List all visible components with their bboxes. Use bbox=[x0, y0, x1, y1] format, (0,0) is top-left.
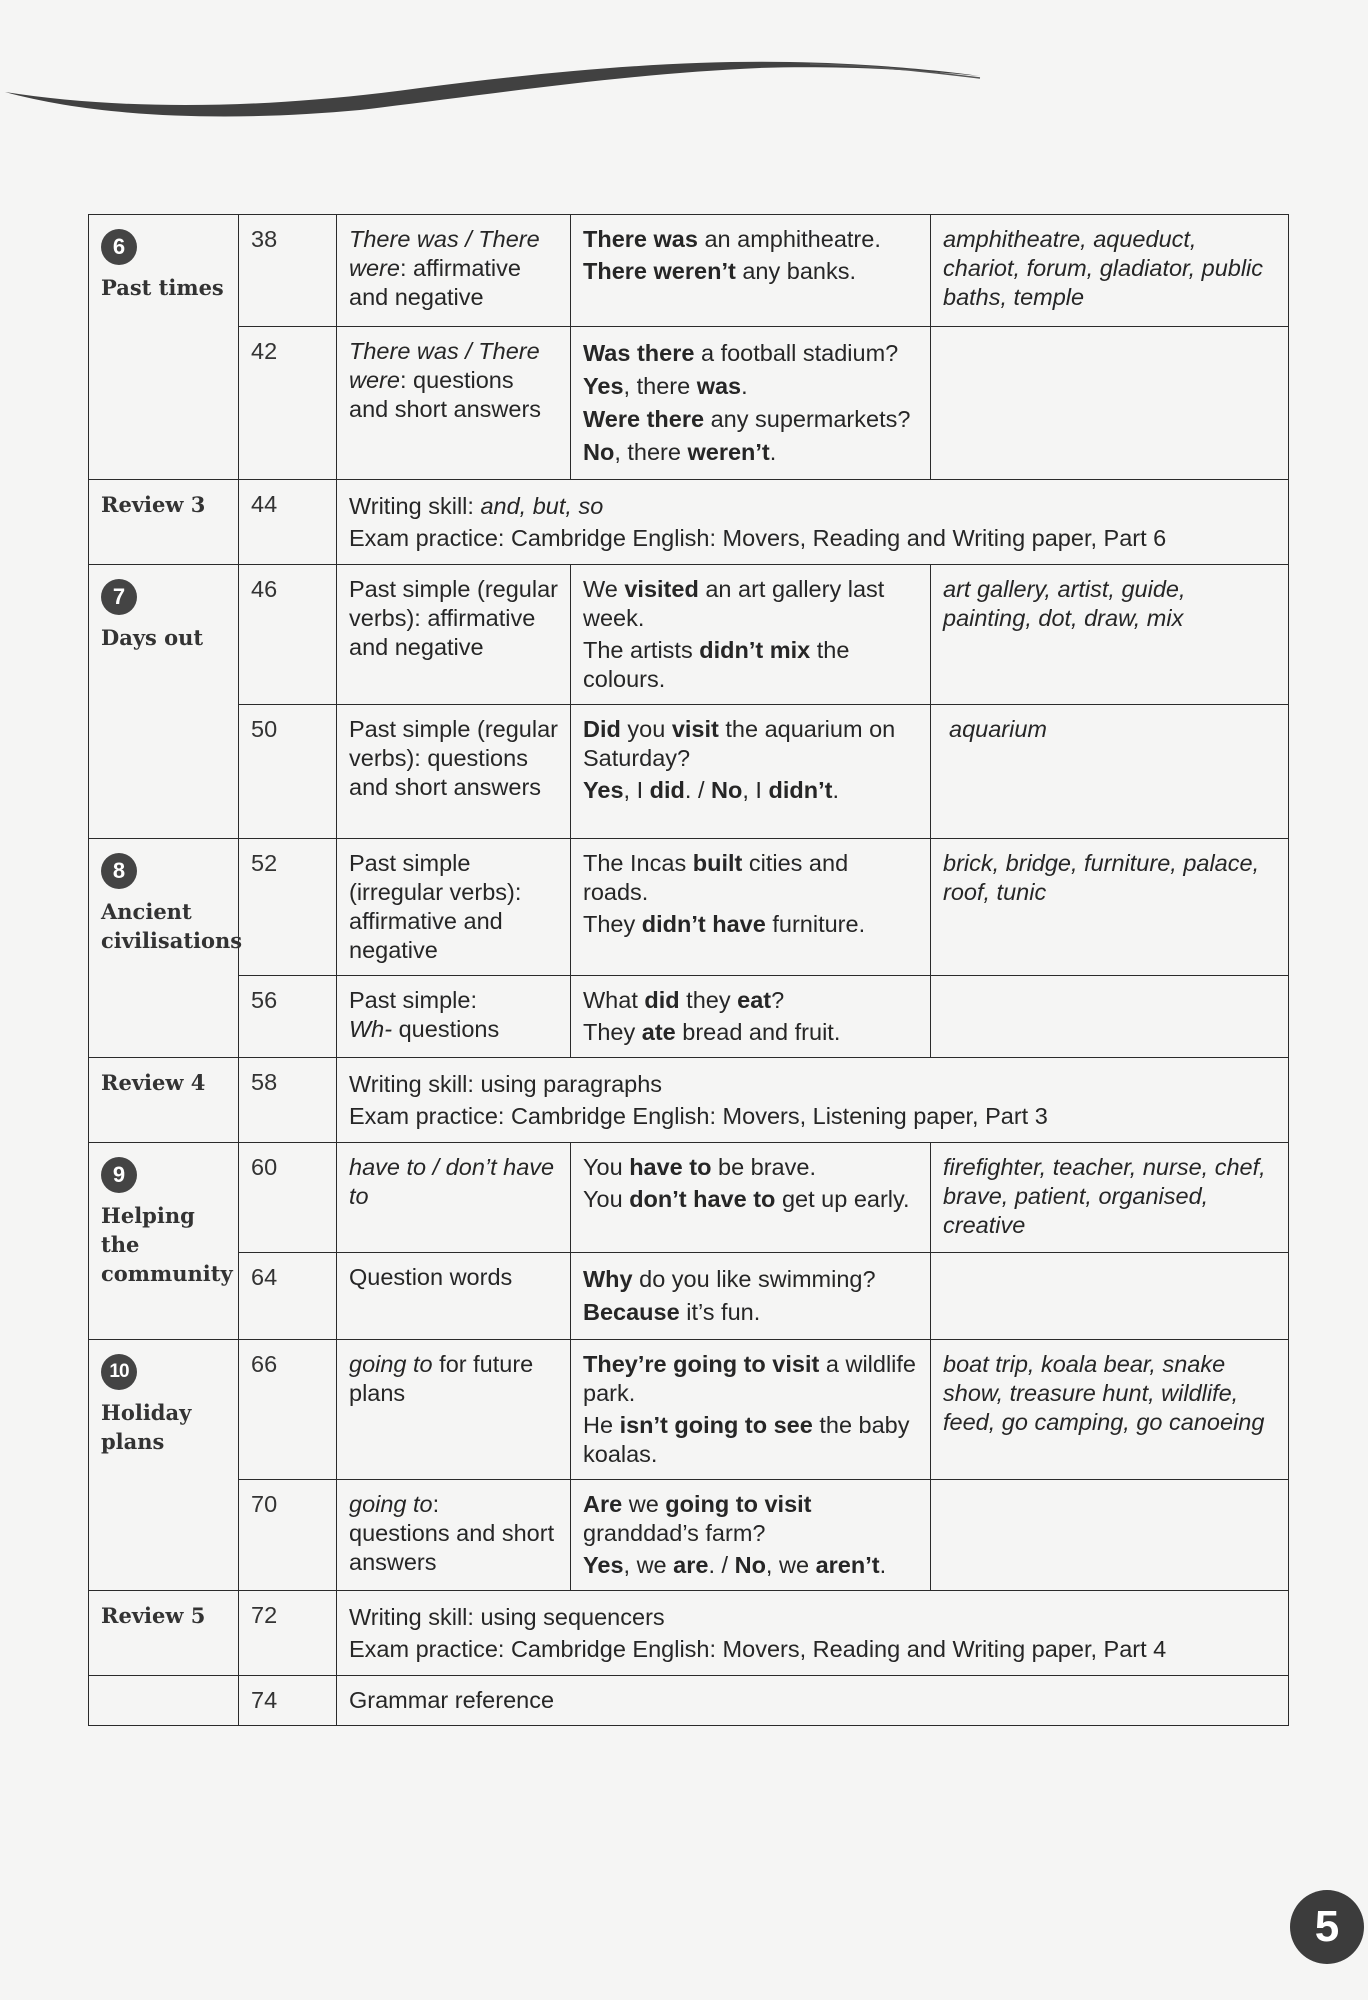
example-bold: Why bbox=[583, 1266, 633, 1292]
example-bold: No bbox=[583, 439, 615, 465]
example-bold: didn’t have bbox=[641, 911, 766, 937]
example-cell bbox=[571, 565, 931, 705]
writing-skill-text: and, but, so bbox=[480, 493, 604, 519]
grammar-text: There was / There bbox=[349, 338, 540, 364]
example-bold: visited bbox=[624, 576, 699, 602]
review-cell bbox=[337, 1591, 1289, 1676]
page-number: 70 bbox=[239, 1480, 337, 1591]
example-text: We bbox=[583, 576, 625, 602]
example-text: cities and roads. bbox=[583, 850, 849, 905]
table-row bbox=[89, 565, 1289, 705]
table-row bbox=[89, 1340, 1289, 1480]
grammar-cell: Past simple (irregular verbs): affirmative and negative bbox=[337, 839, 571, 976]
vocabulary-cell: amphitheatre, aqueduct, chariot, forum, gladiator, public baths, temple bbox=[931, 215, 1289, 327]
review-cell bbox=[337, 1058, 1289, 1143]
grammar-text: There was / There bbox=[349, 226, 540, 252]
table-row bbox=[89, 1058, 1289, 1143]
example-text: the baby koalas. bbox=[583, 1412, 910, 1467]
example-text: What bbox=[583, 987, 645, 1013]
example-text: . bbox=[741, 373, 748, 399]
example-text: . / bbox=[684, 777, 712, 803]
unit-title: Helping the community bbox=[101, 1203, 233, 1286]
grammar-cell: Past simple (regular verbs): questions and short answers bbox=[337, 705, 571, 839]
grammar-cell: have to / don’t have to bbox=[337, 1143, 571, 1253]
example-text: you bbox=[620, 716, 672, 742]
example-text: . bbox=[832, 777, 839, 803]
unit-6-cell bbox=[89, 215, 239, 480]
example-text: an amphitheatre. bbox=[697, 226, 881, 252]
example-text: , I bbox=[742, 777, 769, 803]
grammar-text: : questions bbox=[399, 367, 514, 393]
example-text: granddad’s farm? bbox=[583, 1520, 766, 1546]
table-row bbox=[89, 839, 1289, 976]
page-number: 58 bbox=[239, 1058, 337, 1143]
example-cell bbox=[571, 1143, 931, 1253]
grammar-cell: Past simple (regular verbs): affirmative and negative bbox=[337, 565, 571, 705]
unit-number-badge: 10 bbox=[101, 1354, 137, 1390]
unit-title: Ancient civilisations bbox=[101, 899, 243, 953]
unit-number-badge: 6 bbox=[101, 229, 137, 265]
example-bold: Yes bbox=[583, 373, 624, 399]
example-text: an art gallery last week. bbox=[583, 576, 885, 631]
example-text: a wildlife park. bbox=[583, 1351, 916, 1406]
example-text: You bbox=[583, 1186, 630, 1212]
grammar-text: questions and short answers bbox=[349, 1520, 555, 1575]
example-bold: didn’t bbox=[768, 777, 833, 803]
example-text: we bbox=[622, 1491, 666, 1517]
example-bold: eat bbox=[737, 987, 772, 1013]
example-cell bbox=[571, 839, 931, 976]
grammar-cell: Question words bbox=[337, 1253, 571, 1340]
page-number: 64 bbox=[239, 1253, 337, 1340]
example-bold: did bbox=[644, 987, 680, 1013]
grammar-cell bbox=[337, 976, 571, 1058]
page-number: 46 bbox=[239, 565, 337, 705]
review-label: Review 4 bbox=[89, 1058, 239, 1143]
page-number: 72 bbox=[239, 1591, 337, 1676]
unit-title: Past times bbox=[101, 275, 224, 300]
example-text: any supermarkets? bbox=[704, 406, 911, 432]
grammar-text: going to bbox=[349, 1351, 433, 1377]
example-cell bbox=[571, 1480, 931, 1591]
vocabulary-cell: boat trip, koala bear, snake show, treasure hunt, wildlife, feed, go camping, go canoeing bbox=[931, 1340, 1289, 1480]
page-number: 60 bbox=[239, 1143, 337, 1253]
example-text: You bbox=[583, 1154, 630, 1180]
unit-9-cell bbox=[89, 1143, 239, 1340]
example-text: the colours. bbox=[583, 637, 850, 692]
page-number: 52 bbox=[239, 839, 337, 976]
example-bold: weren’t bbox=[687, 439, 770, 465]
vocabulary-cell: aquarium bbox=[931, 705, 1289, 839]
example-bold: Because bbox=[583, 1299, 680, 1325]
page-number: 56 bbox=[239, 976, 337, 1058]
grammar-text: and short answers bbox=[349, 396, 542, 422]
example-text: furniture. bbox=[765, 911, 866, 937]
example-bold: No bbox=[711, 777, 743, 803]
table-row bbox=[89, 327, 1289, 480]
example-bold: aren’t bbox=[815, 1552, 880, 1578]
grammar-text: and negative bbox=[349, 284, 484, 310]
example-text: , we bbox=[623, 1552, 674, 1578]
example-text: They bbox=[583, 1019, 642, 1045]
example-bold: Yes bbox=[583, 777, 624, 803]
table-row bbox=[89, 976, 1289, 1058]
grammar-text: for future plans bbox=[349, 1351, 534, 1406]
example-bold: have to bbox=[629, 1154, 712, 1180]
example-bold: No bbox=[734, 1552, 766, 1578]
grammar-cell bbox=[337, 327, 571, 480]
example-bold: There weren’t bbox=[583, 258, 736, 284]
unit-title: Days out bbox=[101, 625, 204, 650]
example-bold: They’re going to visit bbox=[583, 1351, 820, 1377]
example-text: the aquarium on Saturday? bbox=[583, 716, 896, 771]
example-text: it’s fun. bbox=[679, 1299, 761, 1325]
page-number: 66 bbox=[239, 1340, 337, 1480]
table-row bbox=[89, 1253, 1289, 1340]
unit-number-badge: 7 bbox=[101, 579, 137, 615]
vocabulary-cell bbox=[931, 976, 1289, 1058]
example-text: The artists bbox=[583, 637, 700, 663]
review-cell bbox=[337, 480, 1289, 565]
page-number: 42 bbox=[239, 327, 337, 480]
example-bold: didn’t mix bbox=[699, 637, 811, 663]
review-label: Review 5 bbox=[89, 1591, 239, 1676]
example-text: . bbox=[879, 1552, 887, 1578]
grammar-text: Wh- bbox=[349, 1016, 393, 1042]
grammar-cell bbox=[337, 1340, 571, 1480]
page-number: 50 bbox=[239, 705, 337, 839]
grammar-text: going to bbox=[349, 1491, 433, 1517]
writing-skill-text: Writing skill: using sequencers bbox=[349, 1604, 665, 1630]
example-text: ? bbox=[771, 987, 785, 1013]
example-bold: Were there bbox=[583, 406, 705, 432]
writing-skill-text: Writing skill: bbox=[349, 493, 481, 519]
example-bold: going to visit bbox=[665, 1491, 812, 1517]
empty-cell bbox=[89, 1676, 239, 1726]
grammar-cell bbox=[337, 1480, 571, 1591]
example-bold: are bbox=[673, 1552, 709, 1578]
example-text: , I bbox=[623, 777, 650, 803]
vocabulary-cell bbox=[931, 1480, 1289, 1591]
unit-8-cell bbox=[89, 839, 243, 1058]
table-row bbox=[89, 480, 1289, 565]
example-text: They bbox=[583, 911, 642, 937]
example-cell bbox=[571, 327, 931, 480]
vocabulary-cell: firefighter, teacher, nurse, chef, brave, patient, organised, creative bbox=[931, 1143, 1289, 1253]
example-text: , there bbox=[623, 373, 697, 399]
grammar-reference-cell: Grammar reference bbox=[337, 1676, 1289, 1726]
table-row bbox=[89, 215, 1289, 327]
example-bold: Are bbox=[583, 1491, 623, 1517]
example-bold: visit bbox=[671, 716, 719, 742]
page-number: 44 bbox=[239, 480, 337, 565]
example-cell bbox=[571, 976, 931, 1058]
example-text: do you like swimming? bbox=[632, 1266, 876, 1292]
exam-practice-text: Exam practice: Cambridge English: Movers, Reading and Writing paper, Part 6 bbox=[349, 525, 1167, 551]
example-text: get up early. bbox=[775, 1186, 910, 1212]
vocabulary-cell bbox=[931, 1253, 1289, 1340]
page-number-badge: 5 bbox=[1290, 1890, 1364, 1964]
decorative-swoosh bbox=[0, 0, 1368, 130]
example-bold: Did bbox=[583, 716, 621, 742]
example-text: any banks. bbox=[735, 258, 856, 284]
grammar-text: : bbox=[432, 1491, 440, 1517]
example-bold: ate bbox=[641, 1019, 676, 1045]
example-text: be brave. bbox=[711, 1154, 816, 1180]
example-text: . / bbox=[708, 1552, 735, 1578]
grammar-cell bbox=[337, 215, 571, 327]
unit-title: Holiday plans bbox=[101, 1400, 192, 1454]
example-bold: did bbox=[649, 777, 685, 803]
review-label: Review 3 bbox=[89, 480, 239, 565]
grammar-text: : affirmative bbox=[399, 255, 521, 281]
example-bold: was bbox=[696, 373, 742, 399]
grammar-text: questions bbox=[392, 1016, 500, 1042]
example-text: He bbox=[583, 1412, 620, 1438]
grammar-text: Past simple: bbox=[349, 987, 477, 1013]
vocabulary-cell: brick, bridge, furniture, palace, roof, tunic bbox=[931, 839, 1289, 976]
grammar-text: were bbox=[349, 367, 400, 393]
writing-skill-text: Writing skill: using paragraphs bbox=[349, 1071, 663, 1097]
example-cell bbox=[571, 215, 931, 327]
unit-number-badge: 8 bbox=[101, 853, 137, 889]
table-row bbox=[89, 705, 1289, 839]
swoosh-stroke bbox=[5, 62, 980, 117]
vocabulary-cell bbox=[931, 327, 1289, 480]
table-row bbox=[89, 1676, 1289, 1726]
example-cell bbox=[571, 1253, 931, 1340]
example-text: bread and fruit. bbox=[675, 1019, 841, 1045]
table-row bbox=[89, 1143, 1289, 1253]
example-text: a football stadium? bbox=[694, 340, 899, 366]
example-cell bbox=[571, 705, 931, 839]
vocabulary-cell: art gallery, artist, guide, painting, dot, draw, mix bbox=[931, 565, 1289, 705]
example-text: . bbox=[769, 439, 777, 465]
example-bold: don’t have to bbox=[629, 1186, 776, 1212]
contents-table bbox=[88, 214, 1289, 1726]
example-text: , we bbox=[765, 1552, 816, 1578]
example-text: , there bbox=[614, 439, 688, 465]
example-text: The Incas bbox=[583, 850, 693, 876]
example-bold: There was bbox=[583, 226, 698, 252]
page-number: 38 bbox=[239, 215, 337, 327]
example-cell bbox=[571, 1340, 931, 1480]
exam-practice-text: Exam practice: Cambridge English: Movers, Reading and Writing paper, Part 4 bbox=[349, 1636, 1167, 1662]
example-bold: built bbox=[692, 850, 743, 876]
exam-practice-text: Exam practice: Cambridge English: Movers, Listening paper, Part 3 bbox=[349, 1103, 1048, 1129]
unit-number-badge: 9 bbox=[101, 1157, 137, 1193]
unit-10-cell bbox=[89, 1340, 239, 1591]
table-row bbox=[89, 1591, 1289, 1676]
table-row bbox=[89, 1480, 1289, 1591]
example-bold: Was there bbox=[583, 340, 695, 366]
grammar-text: were bbox=[349, 255, 400, 281]
example-text: they bbox=[679, 987, 738, 1013]
example-bold: isn’t going to see bbox=[619, 1412, 813, 1438]
unit-7-cell bbox=[89, 565, 239, 839]
page-number: 74 bbox=[239, 1676, 337, 1726]
example-bold: Yes bbox=[583, 1552, 624, 1578]
